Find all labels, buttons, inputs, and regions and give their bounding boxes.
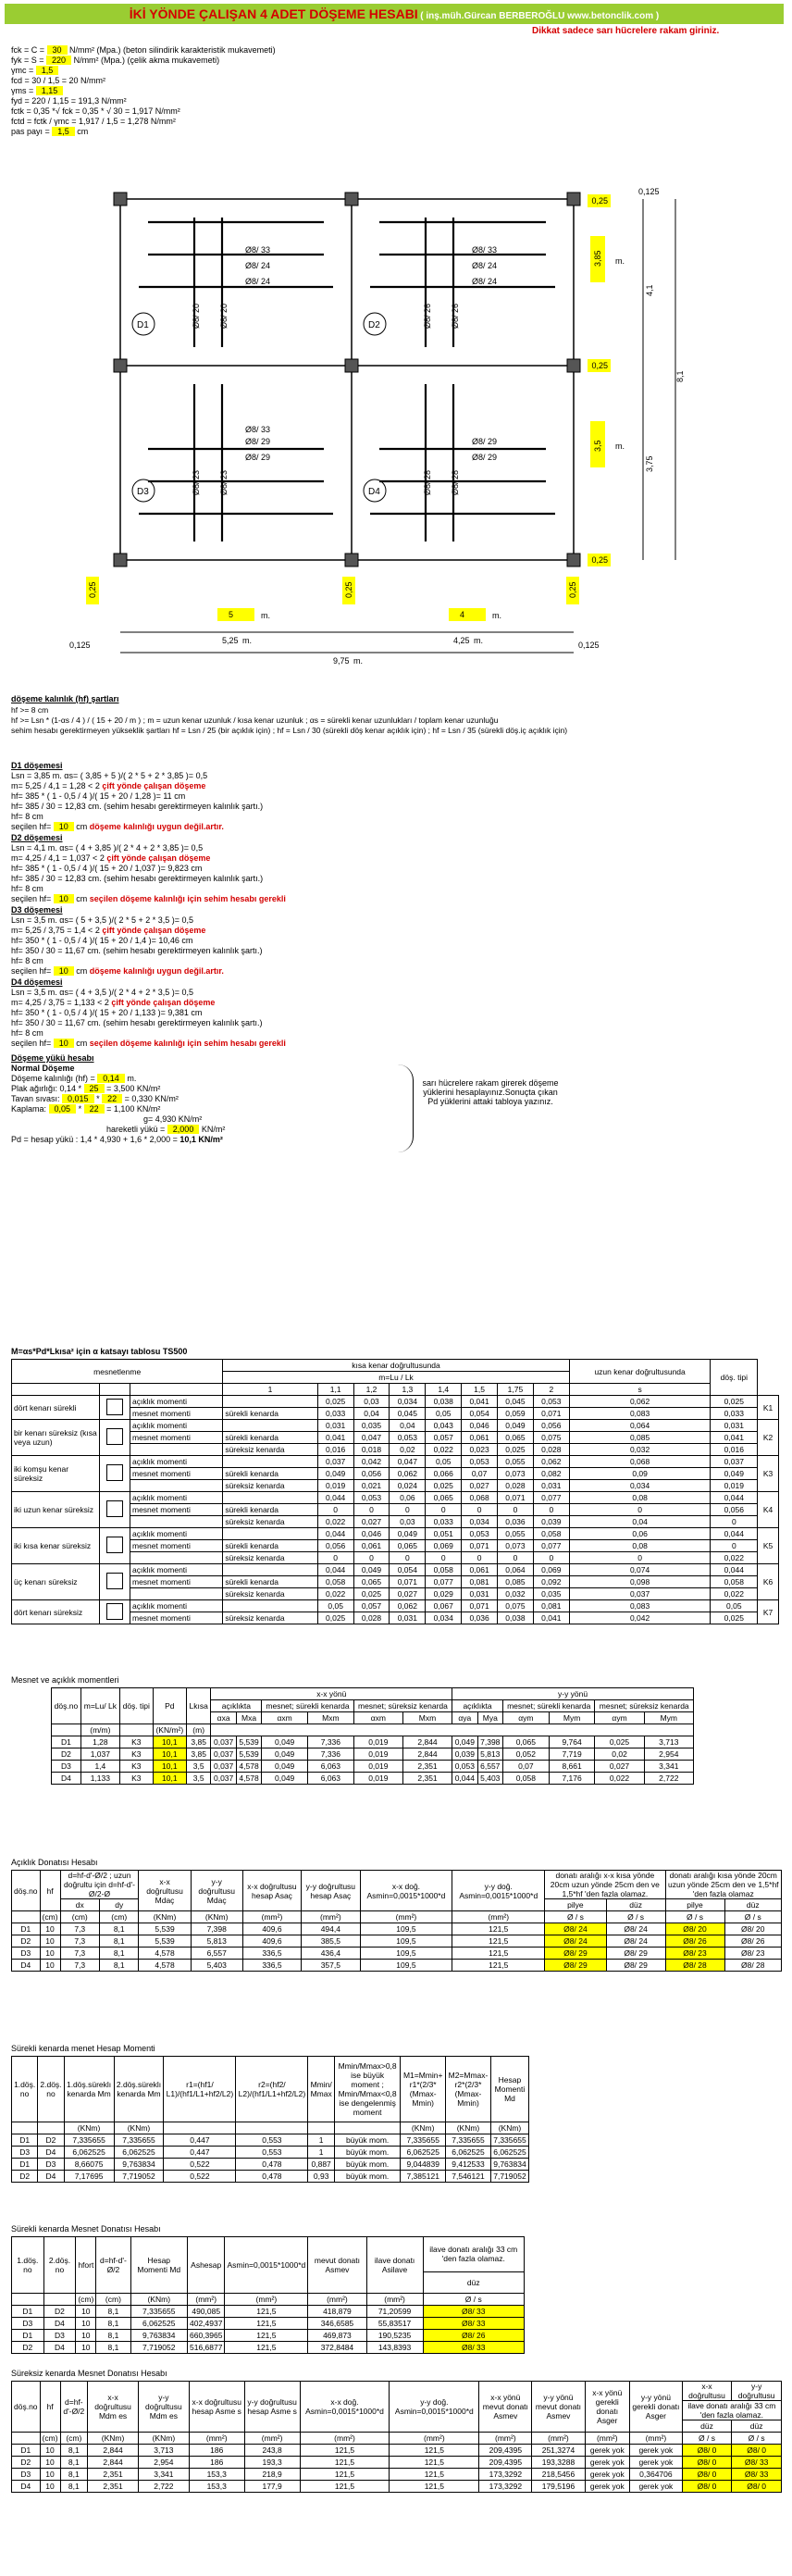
- cont-row: D2 D4 7,17695 7,719052 0,522 0,478 0,93 büyük mom. 7,385121 7,546121 7,719052: [12, 2171, 529, 2183]
- slab-tag-label: D3: [137, 487, 149, 497]
- column: [345, 193, 358, 205]
- input-cell[interactable]: 1,5: [52, 127, 75, 136]
- reb-row: D1 D2 10 8,1 7,335655 490,085 121,5 418,879 71,20599 Ø8/ 33: [12, 2306, 525, 2318]
- column: [567, 193, 580, 205]
- slab-title: D2 döşemesi: [11, 833, 63, 842]
- alpha-table: mesnetlenme kısa kenar doğrultusunda uzun kenar doğrultusunda döş. tipi m=Lu / Lk 1 1,1 1,2 1,3 1,4 1,5 1,75 2 s dört kenarı sürekli açıklık momenti 0,025 0,03 0,034 0,038 0,041 0,045 0,053 0,062 0,025 K1 mesnet momenti sürekli kenarda 0,033 0,04 0,045 0,05 0,054 0,059 0,071 0,083 0,033 bir kenarı süreksiz (kısa veya uzun) açıklık momenti 0,031 0,035 0,04 0,043 0,046 0,049 0,056 0,064 0,031 K2 mesnet momenti sürekli kenarda 0,041 0,047 0,053 0,057 0,061 0,065 0,075 0,085 0,041 süreksiz kenarda 0,016 0,018 0,02 0,022 0,023 0,025 0,028 0,032 0,016 iki komşu kenar süreksiz açıklık momenti 0,037 0,042 0,047 0,05 0,053 0,055 0,062 0,068 0,037 K3 mesnet momenti sürekli kenarda 0,049 0,056 0,062 0,066 0,07 0,073 0,082 0,09 0,049 süreksiz kenarda 0,019 0,021 0,024 0,025 0,027 0,028 0,031 0,034 0,019 iki uzun kenar süreksiz açıklık momenti 0,044 0,053 0,06 0,065 0,068 0,071 0,077 0,08 0,044 K4 mesnet momenti sürekli kenarda 0 0 0 0 0 0 0 0 0,056 süreksiz kenarda 0,022 0,027 0,03 0,033 0,034 0,036 0,039 0,04 0 iki kısa kenar süreksiz açıklık momenti 0,044 0,046 0,049 0,051 0,053 0,055 0,058 0,06 0,044 K5 mesnet momenti sürekli kenarda 0,056 0,061 0,065 0,069 0,071 0,073 0,077 0,08 0 süreksiz kenarda 0 0 0 0 0 0 0 0 0,022 üç kenarı süreksiz açıklık momenti 0,044 0,049 0,054 0,058 0,061 0,064 0,069 0,074 0,044 K6 mesnet momenti sürekli kenarda 0,058 0,065 0,071 0,077 0,081 0,085 0,092 0,098 0,058 süreksiz kenarda 0,022 0,025 0,027 0,029 0,031 0,032 0,035 0,037 0,022 dört kenarı süreksiz açıklık momenti 0,05 0,057 0,062 0,067 0,071 0,075 0,081 0,083 0,05 K7 mesnet momenti süreksiz kenarda 0,025 0,028 0,031 0,034 0,036 0,038 0,041 0,042 0,025: [11, 1359, 779, 1624]
- alpha-row: iki komşu kenar süreksiz açıklık momenti 0,037 0,042 0,047 0,05 0,053 0,055 0,062 0,068 0,037 K3: [12, 1456, 779, 1468]
- disc-caption: Süreksiz kenarda Mesnet Donatısı Hesabı: [11, 2369, 167, 2378]
- bar-label: Ø8/ 29: [472, 437, 498, 446]
- slab-title: D4 döşemesi: [11, 977, 63, 987]
- alpha-row: mesnet momenti sürekli kenarda 0 0 0 0 0 0 0 0 0,056: [12, 1504, 779, 1516]
- slab-line: hf= 385 / 30 = 12,83 cm. (sehim hesabı gerektirmeyen kalınlık şartı.): [11, 802, 264, 811]
- warning-text: Dikkat sadece sarı hücrelere rakam giriniz.: [532, 26, 720, 36]
- cont-row: D3 D4 6,062525 6,062525 0,447 0,553 1 büyük mom. 6,062525 6,062525 6,062525: [12, 2147, 529, 2159]
- input-cell: [449, 608, 486, 621]
- dim-value: 0,125: [638, 187, 660, 196]
- material-line: fctd = fctk / γmc = 1,917 / 1,5 = 1,278 N/mm²: [11, 117, 176, 126]
- dim-value: 0,25: [344, 581, 353, 598]
- slab-line: hf= 8 cm: [11, 956, 43, 965]
- disc-row: D1 10 8,1 2,844 3,713 186 243,8 121,5 121,5 209,4395 251,3274 gerek yok gerek yok Ø8/ 0 Ø8/ 0: [12, 2445, 782, 2457]
- bar-label: Ø8/ 20: [192, 303, 201, 329]
- slab-line: hf= 8 cm: [11, 1028, 43, 1038]
- support-diagram: [106, 1464, 123, 1481]
- alpha-row: süreksiz kenarda 0,022 0,027 0,03 0,033 0,034 0,036 0,039 0,04 0: [12, 1516, 779, 1528]
- bar-label: Ø8/ 33: [245, 245, 271, 255]
- bar-label: Ø8/ 26: [423, 303, 432, 329]
- author: ( inş.müh.Gürcan BERBEROĞLU www.betonclik.com ): [420, 11, 660, 21]
- alpha-row: süreksiz kenarda 0 0 0 0 0 0 0 0 0,022: [12, 1552, 779, 1564]
- moments-caption: Mesnet ve açıklık momentleri: [11, 1675, 119, 1685]
- slab-line: Lsn = 4,1 m. αs= ( 4 + 3,85 )/( 2 * 4 + 2 * 3,85 )= 0,5: [11, 843, 204, 852]
- material-line: fyk = S = 220 N/mm² (Mpa.) (çelik akma mukavemeti): [11, 56, 220, 65]
- input-cell[interactable]: 1,15: [36, 86, 64, 95]
- alpha-row: dört kenarı sürekli açıklık momenti 0,025 0,03 0,034 0,038 0,041 0,045 0,053 0,062 0,025 K1: [12, 1396, 779, 1408]
- alpha-row: iki kısa kenar süreksiz açıklık momenti 0,044 0,046 0,049 0,051 0,053 0,055 0,058 0,06 0,044 K5: [12, 1528, 779, 1540]
- alpha-row: bir kenarı süreksiz (kısa veya uzun) açıklık momenti 0,031 0,035 0,04 0,043 0,046 0,049 0,056 0,064 0,031 K2: [12, 1420, 779, 1432]
- reb-row: D2 D4 10 8,1 7,719052 516,6877 121,5 372,8484 143,8393 Ø8/ 33: [12, 2342, 525, 2354]
- disc-row: D4 10 8,1 2,351 2,722 153,3 177,9 121,5 121,5 173,3292 179,5196 gerek yok gerek yok Ø8/ 0 Ø8/ 0: [12, 2481, 782, 2493]
- title-banner: [5, 4, 784, 24]
- slab-line: hf= 385 * ( 1 - 0,5 / 4 )/( 15 + 20 / 1,037 )= 9,823 cm: [11, 864, 203, 873]
- bar-label: Ø8/ 28: [451, 469, 460, 495]
- support-diagram: [106, 1573, 123, 1589]
- dim-value: 0,125: [578, 641, 600, 650]
- slab-line: Lsn = 3,5 m. αs= ( 5 + 3,5 )/( 2 * 5 + 2 * 3,5 )= 0,5: [11, 915, 194, 925]
- slab-outline: [120, 199, 574, 560]
- alpha-row: süreksiz kenarda 0,022 0,025 0,027 0,029 0,031 0,032 0,035 0,037 0,022: [12, 1588, 779, 1600]
- svg-text:m.: m.: [474, 636, 483, 645]
- bar-label: Ø8/ 23: [192, 469, 201, 495]
- slab-line: Lsn = 3,85 m. αs= ( 3,85 + 5 )/( 2 * 5 + 2 * 3,85 )= 0,5: [11, 771, 208, 780]
- column: [345, 359, 358, 372]
- page-title: İKİ YÖNDE ÇALIŞAN 4 ADET DÖŞEME HESABI: [129, 6, 418, 21]
- svg-text:m.: m.: [242, 636, 252, 645]
- input-cell[interactable]: 220: [46, 56, 71, 65]
- slab-title: D3 döşemesi: [11, 905, 63, 915]
- moment-row: D2 1,037 K3 10,1 3,85 0,037 5,539 0,049 7,336 0,019 2,844 0,039 5,813 0,052 7,719 0,02 2,954: [52, 1748, 694, 1761]
- dim-value: 3,5: [593, 440, 602, 452]
- alpha-row: mesnet momenti sürekli kenarda 0,058 0,065 0,071 0,077 0,081 0,085 0,092 0,098 0,058: [12, 1576, 779, 1588]
- material-line: γms = 1,15: [11, 86, 63, 95]
- input-cell[interactable]: 10: [54, 1039, 74, 1048]
- dim-value: 9,75: [333, 656, 350, 666]
- bar-label: Ø8/ 24: [245, 261, 271, 270]
- column: [345, 554, 358, 566]
- alpha-row: süreksiz kenarda 0,016 0,018 0,02 0,022 0,023 0,025 0,028 0,032 0,016: [12, 1444, 779, 1456]
- input-cell[interactable]: 10: [54, 822, 74, 831]
- material-line: pas payı = 1,5 cm: [11, 127, 89, 136]
- bar-label: Ø8/ 26: [451, 303, 460, 329]
- load-sub: Normal Döşeme: [11, 1064, 75, 1073]
- bar-label: Ø8/ 23: [219, 469, 229, 495]
- load-title: Döşeme yükü hesabı: [11, 1053, 94, 1063]
- column: [567, 359, 580, 372]
- dim-value: 4: [460, 610, 465, 619]
- input-cell[interactable]: 10: [54, 966, 74, 976]
- dim-value: 0,25: [591, 361, 609, 370]
- slab-line: hf= 385 / 30 = 12,83 cm. (sehim hesabı gerektirmeyen kalınlık şartı.): [11, 874, 264, 883]
- thickness-line: hf >= 8 cm: [11, 705, 49, 715]
- input-cell[interactable]: 30: [47, 45, 68, 55]
- bar-label: Ø8/ 29: [245, 453, 271, 462]
- slab-line: m= 4,25 / 3,75 = 1,133 < 2 çift yönde çalışan döşeme: [11, 998, 216, 1007]
- unit-m: m.: [615, 256, 625, 266]
- dim-value: 3,75: [645, 455, 654, 472]
- slab-selection: seçilen hf= 10 cm döşeme kalınlığı uygun değil.artır.: [11, 966, 224, 976]
- column: [114, 193, 127, 205]
- alpha-row: iki uzun kenar süreksiz açıklık momenti 0,044 0,053 0,06 0,065 0,068 0,071 0,077 0,08 0,044 K4: [12, 1492, 779, 1504]
- alpha-caption: M=αs*Pd*Lkısa² için α katsayı tablosu TS500: [11, 1347, 188, 1356]
- material-line: fck = C = 30 N/mm² (Mpa.) (beton silindirik karakteristik mukavemeti): [11, 45, 276, 55]
- unit-m: m.: [615, 442, 625, 451]
- cont-rebar-table: 1.döş. no 2.döş. no hfort d=hf-d'-Ø/2 Hesap Momenti Md Ashesap Asmin=0,0015*1000*d mevut donatı Asmev ilave donatı Asilave ilave donatı aralığı 33 cm 'den fazla olamaz. düz (cm) (cm) (KNm) (mm²) (mm²) (mm²) (mm²) Ø / s D1 D2 10 8,1 7,335655 490,085 121,5 418,879 71,20599 Ø8/ 33 D3 D4 10 8,1 6,062525 402,4937 121,5 346,6585 55,83517 Ø8/ 33 D1 D3 10 8,1 9,763834 660,3965 121,5 469,873 190,5235 Ø8/ 26 D2 D4 10 8,1 7,719052 516,6877 121,5 372,8484 143,8393 Ø8/ 33: [11, 2236, 525, 2354]
- cont-moment-table: 1.döş. no 2.döş. no 1.döş.süreklı kenarda Mm 2.döş.süreklı kenarda Mm r1=(hf1/ L1)/(hf1/L1+hf2/L2) r2=(hf2/ L2)/(hf1/L1+hf2/L2) Mmin/ Mmax Mmin/Mmax>0,8 ise büyük moment ; Mmin/Mmax<0,8 ise dengelenmiş moment M1=Mmin+ r1*(2/3*(Mmax-Mmin) M2=Mmax-r2*(2/3*(Mmax-Mmin) Hesap Momenti Md (KNm) (KNm) (KNm) (KNm) (KNm) D1 D2 7,335655 7,335655 0,447 0,553 1 büyük mom. 7,335655 7,335655 7,335655 D3 D4 6,062525 6,062525 0,447 0,553 1 büyük mom. 6,062525 6,062525 6,062525 D1 D3 8,66075 9,763834 0,522 0,478 0,887 büyük mom. 9,044839 9,412533 9,763834 D2 D4 7,17695 7,719052 0,522 0,478 0,93 büyük mom. 7,385121 7,546121 7,719052: [11, 2056, 529, 2183]
- bar-label: Ø8/ 33: [245, 425, 271, 434]
- dim-value: 4,25: [453, 636, 470, 645]
- material-line: fyd = 220 / 1,15 = 191,3 N/mm²: [11, 96, 127, 106]
- dim-value: 4,1: [645, 284, 654, 296]
- support-diagram: [106, 1399, 123, 1415]
- slab-title: D1 döşemesi: [11, 761, 63, 770]
- disc-rebar-table: döş.no hf d=hf-d'-Ø/2 x-x doğrultusu Mdm es y-y doğrultusu Mdm es x-x doğrultusu hesap Asme s y-y doğrultusu hesap Asme s x-x doğ. Asmin=0,0015*1000*d y-y doğ. Asmin=0,0015*1000*d x-x yönü mevut donatı Asmev y-y yönü mevut donatı Asmev x-x yönü gerekli donatı Asger y-y yönü gerekli donatı Asger x-x doğrultusu y-y doğrultusu ilave donatı aralığı 33 cm 'den fazla olamaz. düz düz (cm) (cm) (KNm) (KNm) (mm²) (mm²) (mm²) (mm²) (mm²) (mm²) (mm²) (mm²) Ø / s Ø / s D1 10 8,1 2,844 3,713 186 243,8 121,5 121,5 209,4395 251,3274 gerek yok gerek yok Ø8/ 0 Ø8/ 0 D2 10 8,1 2,844 2,954 186 193,3 121,5 121,5 209,4395 193,3288 gerek yok gerek yok Ø8/ 0 Ø8/ 33 D3 10 8,1 2,351 3,341 153,3 218,9 121,5 121,5 173,3292 218,5456 gerek yok 0,364706 Ø8/ 0 Ø8/ 33 D4 10 8,1 2,351 2,722 153,3 177,9 121,5 121,5 173,3292 179,5196 gerek yok gerek yok Ø8/ 0 Ø8/ 0: [11, 2381, 782, 2493]
- slab-line: Lsn = 3,5 m. αs= ( 4 + 3,5 )/( 2 * 4 + 2 * 3,5 )= 0,5: [11, 988, 194, 997]
- moments-table: döş.no m=Lu/ Lk döş. tipi Pd Lkısa x-x yönü y-y yönü açıklıkta mesnet; sürekli kenarda mesnet; süreksiz kenarda açıklıkta mesnet; sürekli kenarda mesnet; süreksiz kenarda αxa Mxa αxm Mxm αxm Mxm αya Mya αym Mym αym Mym (m/m) (KN/m²) (m) D1 1,28 K3 10,1 3,85 0,037 5,539 0,049 7,336 0,019 2,844 0,049 7,398 0,065 9,764 0,025 3,713 D2 1,037 K3 10,1 3,85 0,037 5,539 0,049 7,336 0,019 2,844 0,039 5,813 0,052 7,719 0,02 2,954 D3 1,4 K3 10,1 3,5 0,037 4,578 0,049 6,063 0,019 2,351 0,053 6,557 0,07 8,661 0,027 3,341 D4 1,133 K3 10,1 3,5 0,037 4,578 0,049 6,063 0,019 2,351 0,044 5,403 0,058 7,176 0,022 2,722: [51, 1687, 694, 1785]
- opening-row: D4 10 7,3 8,1 4,578 5,403 336,5 357,5 109,5 121,5 Ø8/ 29 Ø8/ 29 Ø8/ 28 Ø8/ 28: [12, 1960, 782, 1972]
- support-diagram: [106, 1428, 123, 1445]
- cont-row: D1 D3 8,66075 9,763834 0,522 0,478 0,887 büyük mom. 9,044839 9,412533 9,763834: [12, 2159, 529, 2171]
- input-cell[interactable]: 10: [54, 894, 74, 903]
- th: mesnetlenme: [12, 1360, 223, 1384]
- slab-selection: seçilen hf= 10 cm seçilen döşeme kalınlığı için sehim hesabı gerekli: [11, 894, 286, 903]
- slab-tag-label: D1: [137, 320, 149, 330]
- slab-tag-label: D4: [368, 487, 380, 497]
- unit-m: m.: [261, 611, 270, 620]
- alpha-row: mesnet momenti sürekli kenarda 0,033 0,04 0,045 0,05 0,054 0,059 0,071 0,083 0,033: [12, 1408, 779, 1420]
- moment-row: D3 1,4 K3 10,1 3,5 0,037 4,578 0,049 6,063 0,019 2,351 0,053 6,557 0,07 8,661 0,027 3,341: [52, 1761, 694, 1773]
- slab-line: hf= 8 cm: [11, 812, 43, 821]
- input-cell[interactable]: 1,5: [36, 66, 59, 75]
- bar-label: Ø8/ 29: [472, 453, 498, 462]
- brace: [398, 1064, 414, 1152]
- alpha-row: mesnet momenti sürekli kenarda 0,056 0,061 0,065 0,069 0,071 0,073 0,077 0,08 0: [12, 1540, 779, 1552]
- thickness-title: döşeme kalınlık (hf) şartları: [11, 694, 119, 703]
- opening-table: döş.no hf d=hf-d'-Ø/2 ; uzun doğrultu için d=hf-d'-Ø/2-Ø x-x doğrultusu Mdaç y-y doğrultusu Mdaç x-x doğrultusu hesap Asaç y-y doğrultusu hesap Asaç x-x doğ. Asmin=0,0015*1000*d y-y doğ. Asmin=0,0015*1000*d donatı aralığı x-x kısa yönde 20cm uzun yönde 25cm den ve 1,5*hf 'den fazla olamaz. donatı aralığı kısa yönde 20cm uzun yönde 25cm den ve 1,5*hf 'den fazla olamaz dx dy pilye düz pilye düz (cm) (cm) (cm) (KNm) (KNm) (mm²) (mm²) (mm²) (mm²) Ø / s Ø / s Ø / s Ø / s D1 10 7,3 8,1 5,539 7,398 409,6 494,4 109,5 121,5 Ø8/ 24 Ø8/ 24 Ø8/ 20 Ø8/ 20 D2 10 7,3 8,1 5,539 5,813 409,6 385,5 109,5 121,5 Ø8/ 24 Ø8/ 24 Ø8/ 26 Ø8/ 26 D3 10 7,3 8,1 4,578 6,557 336,5 436,4 109,5 121,5 Ø8/ 29 Ø8/ 29 Ø8/ 23 Ø8/ 23 D4 10 7,3 8,1 4,578 5,403 336,5 357,5 109,5 121,5 Ø8/ 29 Ø8/ 29 Ø8/ 28 Ø8/ 28: [11, 1870, 782, 1972]
- slab-line: m= 5,25 / 3,75 = 1,4 < 2 çift yönde çalışan döşeme: [11, 926, 206, 935]
- slab-selection: seçilen hf= 10 cm döşeme kalınlığı uygun değil.artır.: [11, 822, 224, 831]
- support-diagram: [106, 1603, 123, 1620]
- bar-label: Ø8/ 29: [245, 437, 271, 446]
- support-diagram: [106, 1537, 123, 1553]
- bar-label: Ø8/ 24: [472, 277, 498, 286]
- slab-selection: seçilen hf= 10 cm seçilen döşeme kalınlığı için sehim hesabı gerekli: [11, 1039, 286, 1048]
- material-line: γmc = 1,5: [11, 66, 58, 75]
- slab-line: m= 5,25 / 4,1 = 1,28 < 2 çift yönde çalışan döşeme: [11, 781, 206, 790]
- slab-line: m= 4,25 / 4,1 = 1,037 < 2 çift yönde çalışan döşeme: [11, 853, 211, 863]
- dim-value: 0,25: [568, 581, 577, 598]
- floor-plan: [69, 187, 731, 676]
- bar-label: Ø8/ 20: [219, 303, 229, 329]
- moment-row: D4 1,133 K3 10,1 3,5 0,037 4,578 0,049 6,063 0,019 2,351 0,044 5,403 0,058 7,176 0,022 2,722: [52, 1773, 694, 1785]
- support-diagram: [106, 1500, 123, 1517]
- dim-value: 0,25: [88, 581, 97, 598]
- opening-row: D2 10 7,3 8,1 5,539 5,813 409,6 385,5 109,5 121,5 Ø8/ 24 Ø8/ 24 Ø8/ 26 Ø8/ 26: [12, 1935, 782, 1948]
- dim-value: 3,85: [593, 250, 602, 267]
- dim-value: 8,1: [675, 370, 685, 382]
- bar-label: Ø8/ 24: [245, 277, 271, 286]
- slab-line: hf= 8 cm: [11, 884, 43, 893]
- svg-text:m.: m.: [353, 656, 363, 666]
- slab-line: hf= 350 * ( 1 - 0,5 / 4 )/( 15 + 20 / 1,4 )= 10,46 cm: [11, 936, 193, 945]
- unit-m: m.: [492, 611, 501, 620]
- input-cell: [217, 608, 254, 621]
- alpha-row: mesnet momenti sürekli kenarda 0,041 0,047 0,053 0,057 0,061 0,065 0,075 0,085 0,041: [12, 1432, 779, 1444]
- column: [114, 554, 127, 566]
- alpha-row: mesnet momenti sürekli kenarda 0,049 0,056 0,062 0,066 0,07 0,073 0,082 0,09 0,049: [12, 1468, 779, 1480]
- dim-value: 0,125: [69, 641, 91, 650]
- material-line: fcd = 30 / 1,5 = 20 N/mm²: [11, 76, 106, 85]
- load-note: sarı hücrelere rakam girerek döşeme yüklerini hesaplayınız.Sonuçta çıkan Pd yüklerini attaki tabloya yazınız.: [422, 1078, 559, 1106]
- opening-caption: Açıklık Donatısı Hesabı: [11, 1858, 98, 1867]
- slab-line: hf= 350 * ( 1 - 0,5 / 4 )/( 15 + 20 / 1,133 )= 9,381 cm: [11, 1008, 203, 1017]
- thickness-line: sehim hesabı gerektirmeyen yükseklik şartları hf = Lsn / 25 (bir açıklık için) ; hf = Lsn / 30 (sürekli döş kenar açıklık için) ; hf = Lsn / 35 (sürekli döş.iç açıklık için): [11, 726, 568, 735]
- dim-value: 5: [229, 610, 234, 619]
- opening-row: D3 10 7,3 8,1 4,578 6,557 336,5 436,4 109,5 121,5 Ø8/ 29 Ø8/ 29 Ø8/ 23 Ø8/ 23: [12, 1948, 782, 1960]
- cont-caption: Sürekli kenarda menet Hesap Momenti: [11, 2044, 155, 2053]
- disc-row: D3 10 8,1 2,351 3,341 153,3 218,9 121,5 121,5 173,3292 218,5456 gerek yok 0,364706 Ø8/ 0 Ø8/ 33: [12, 2469, 782, 2481]
- alpha-row: mesnet momenti süreksiz kenarda 0,025 0,028 0,031 0,034 0,036 0,038 0,041 0,042 0,025: [12, 1612, 779, 1624]
- bar-label: Ø8/ 24: [472, 261, 498, 270]
- disc-row: D2 10 8,1 2,844 2,954 186 193,3 121,5 121,5 209,4395 193,3288 gerek yok gerek yok Ø8/ 0 Ø8/ 33: [12, 2457, 782, 2469]
- reb-row: D3 D4 10 8,1 6,062525 402,4937 121,5 346,6585 55,83517 Ø8/ 33: [12, 2318, 525, 2330]
- reb-caption: Sürekli kenarda Mesnet Donatısı Hesabı: [11, 2224, 161, 2234]
- slab-line: hf= 385 * ( 1 - 0,5 / 4 )/( 15 + 20 / 1,28 )= 11 cm: [11, 791, 186, 801]
- reb-row: D1 D3 10 8,1 9,763834 660,3965 121,5 469,873 190,5235 Ø8/ 26: [12, 2330, 525, 2342]
- column: [567, 554, 580, 566]
- dim-value: 5,25: [222, 636, 239, 645]
- column: [114, 359, 127, 372]
- thickness-line: hf >= Lsn * (1-αs / 4 ) / ( 15 + 20 / m ) ; m = uzun kenar uzunluk / kısa kenar uzunluk ; αs = sürekli kenar uzunlukları / toplam kenar uzunluğu: [11, 716, 499, 725]
- alpha-row: dört kenarı süreksiz açıklık momenti 0,05 0,057 0,062 0,067 0,071 0,075 0,081 0,083 0,05 K7: [12, 1600, 779, 1612]
- opening-row: D1 10 7,3 8,1 5,539 7,398 409,6 494,4 109,5 121,5 Ø8/ 24 Ø8/ 24 Ø8/ 20 Ø8/ 20: [12, 1923, 782, 1935]
- alpha-row: süreksiz kenarda 0,019 0,021 0,024 0,025 0,027 0,028 0,031 0,034 0,019: [12, 1480, 779, 1492]
- moment-row: D1 1,28 K3 10,1 3,85 0,037 5,539 0,049 7,336 0,019 2,844 0,049 7,398 0,065 9,764 0,025 3,713: [52, 1736, 694, 1748]
- slab-line: hf= 350 / 30 = 11,67 cm. (sehim hesabı gerektirmeyen kalınlık şartı.): [11, 1018, 263, 1027]
- bar-label: Ø8/ 33: [472, 245, 498, 255]
- alpha-row: üç kenarı süreksiz açıklık momenti 0,044 0,049 0,054 0,058 0,061 0,064 0,069 0,074 0,044 K6: [12, 1564, 779, 1576]
- slab-tag-label: D2: [368, 320, 380, 330]
- dim-value: 0,25: [591, 196, 609, 205]
- bar-label: Ø8/ 28: [423, 469, 432, 495]
- material-line: fctk = 0,35 *√ fck = 0,35 * √ 30 = 1,917 N/mm²: [11, 106, 180, 116]
- cont-row: D1 D2 7,335655 7,335655 0,447 0,553 1 büyük mom. 7,335655 7,335655 7,335655: [12, 2134, 529, 2147]
- dim-value: 0,25: [591, 555, 609, 565]
- slab-line: hf= 350 / 30 = 11,67 cm. (sehim hesabı gerektirmeyen kalınlık şartı.): [11, 946, 263, 955]
